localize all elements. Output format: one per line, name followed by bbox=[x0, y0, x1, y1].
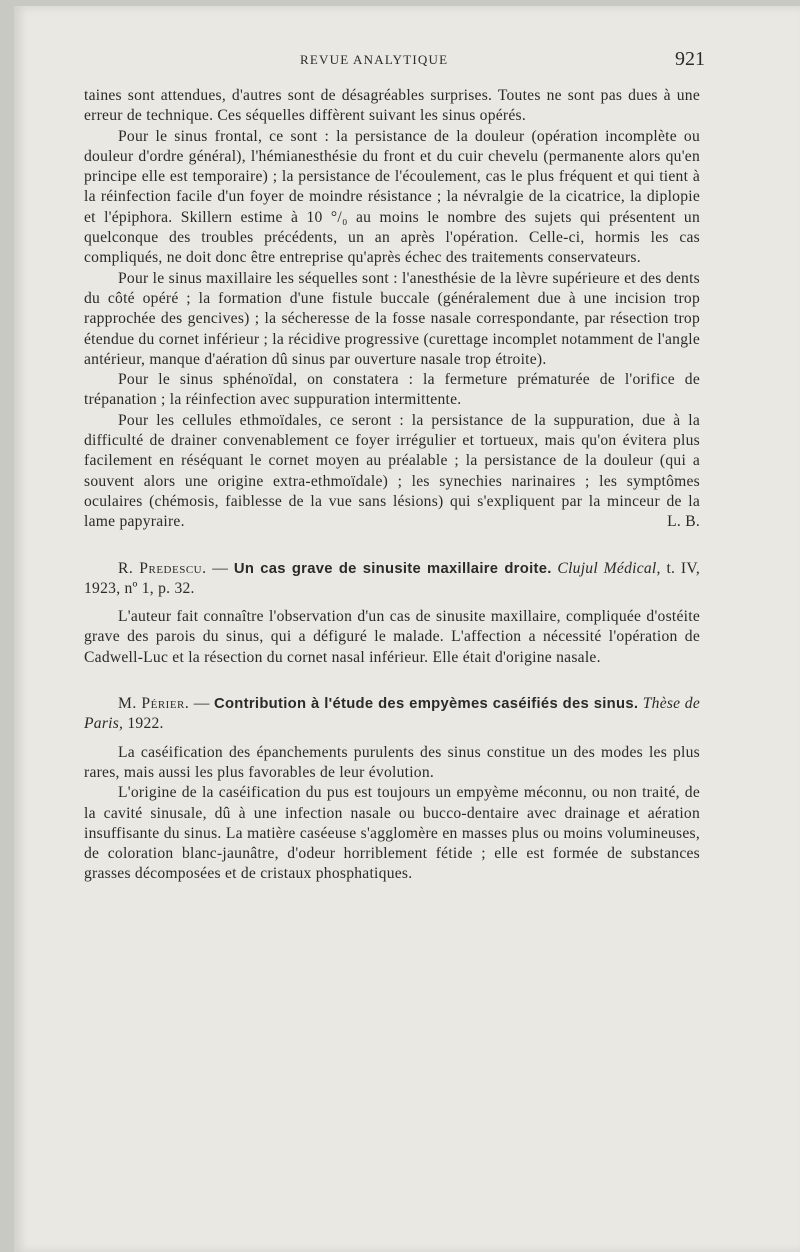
review-heading bbox=[84, 559, 700, 600]
paragraph-text: Pour les cellules ethmoïdales, ce seront : la persistance de la suppuration, due à la difficulté de drainer convenablement ce foyer irrégulier et tortueux, mais qu'on évitera plus facilement en réséquant le cornet moyen au préalable ; la persistance de la douleur (qui a souvent alors une origine extra-ethmoïdale) ; les synechies narinaires ; les symptômes oculaires (chémosis, faiblesse de la vue sans lésions) qui s'expliquent par la minceur de la lame papyraire. bbox=[84, 411, 700, 531]
review-citation: t. IV, 1923, nº 1, p. 32. bbox=[84, 559, 701, 597]
review-entry bbox=[84, 559, 700, 668]
review-entry bbox=[84, 694, 700, 885]
review-source: Thèse de Paris, bbox=[84, 695, 700, 733]
review-heading bbox=[84, 694, 700, 735]
paragraph bbox=[84, 411, 700, 533]
running-title: REVUE ANALYTIQUE bbox=[300, 52, 449, 67]
paragraph: Pour le sinus maxillaire les séquelles sont : l'anesthésie de la lèvre supérieure et des dents du côté opéré ; la formation d'une fistule buccale (généralement due à une incision trop rapprochée des gencives) ; la sécheresse de la fosse nasale correspondante, par résection trop étendue du cornet inférieur ; la récidive progressive (curettage incomplet notamment de l'angle antérieur, manque d'aération dû sinus par ouverture nasale trop étroite). bbox=[84, 269, 700, 368]
running-head bbox=[0, 48, 800, 72]
signature: L. B. bbox=[667, 513, 700, 531]
page-number: 921 bbox=[675, 48, 705, 70]
em-dash: — bbox=[212, 559, 229, 577]
paragraph: L'auteur fait connaître l'observation d'un cas de sinusite maxillaire, compliquée d'ostéite grave des parois du sinus, qui a défiguré le malade. L'affection a nécessité l'opération de Cadwell-Luc et la résection du cornet nasal inférieur. Elle était d'origine nasale. bbox=[84, 608, 700, 666]
em-dash: — bbox=[193, 695, 210, 713]
review-citation: 1922. bbox=[127, 715, 164, 733]
paragraph: Pour le sinus frontal, ce sont : la persistance de la douleur (opération incomplète ou douleur d'ordre général), l'hémianesthésie du front et du cuir chevelu (permanente alors qu'en principe elle est temporaire) ; la persistance de l'écoulement, cas le plus fréquent et qui tient à la réinfection facile d'un foyer de moindre résistance ; la névralgie de la cicatrice, la diplopie et l'épiphora. Skillern estime à 10 °/₀ au moins le nombre des sujets qui présentent un quelconque des troubles précédents, un an après l'opération. Celle-ci, hormis les cas compliqués, ne doit donc être entreprise qu'après échec des traitements conservateurs. bbox=[84, 127, 700, 267]
review-title: Un cas grave de sinusite maxillaire droite. bbox=[233, 560, 552, 577]
paragraph: L'origine de la caséification du pus est toujours un empyème méconnu, ou non traité, de la cavité sinusale, dû à une infection nasale ou bucco-dentaire avec drainage et aération insuffisante du sinus. La matière caséeuse s'agglomère en masses plus ou moins volumineuses, de coloration blanc-jaunâtre, d'odeur horriblement fétide ; elle est formée de substances grasses décomposées et de cristaux phosphatiques. bbox=[84, 784, 700, 883]
paragraph: La caséification des épanchements purulents des sinus constitue un des modes les plus rares, mais aussi les plus favorables de leur évolution. bbox=[84, 743, 700, 781]
paragraph: taines sont attendues, d'autres sont de désagréables surprises. Toutes ne sont pas dues à une erreur de technique. Ces séquelles diffèrent suivant les sinus opérés. bbox=[84, 87, 700, 125]
review-author: M. Périer. bbox=[118, 695, 190, 713]
body-text bbox=[84, 86, 700, 885]
review-author: R. Predescu. bbox=[118, 559, 207, 577]
review-title: Contribution à l'étude des empyèmes caséifiés des sinus. bbox=[213, 696, 639, 713]
review-source: Clujul Médical, bbox=[557, 559, 661, 577]
paragraph: Pour le sinus sphénoïdal, on constatera : la fermeture prématurée de l'orifice de trépanation ; la réinfection avec suppuration intermittente. bbox=[84, 371, 700, 409]
